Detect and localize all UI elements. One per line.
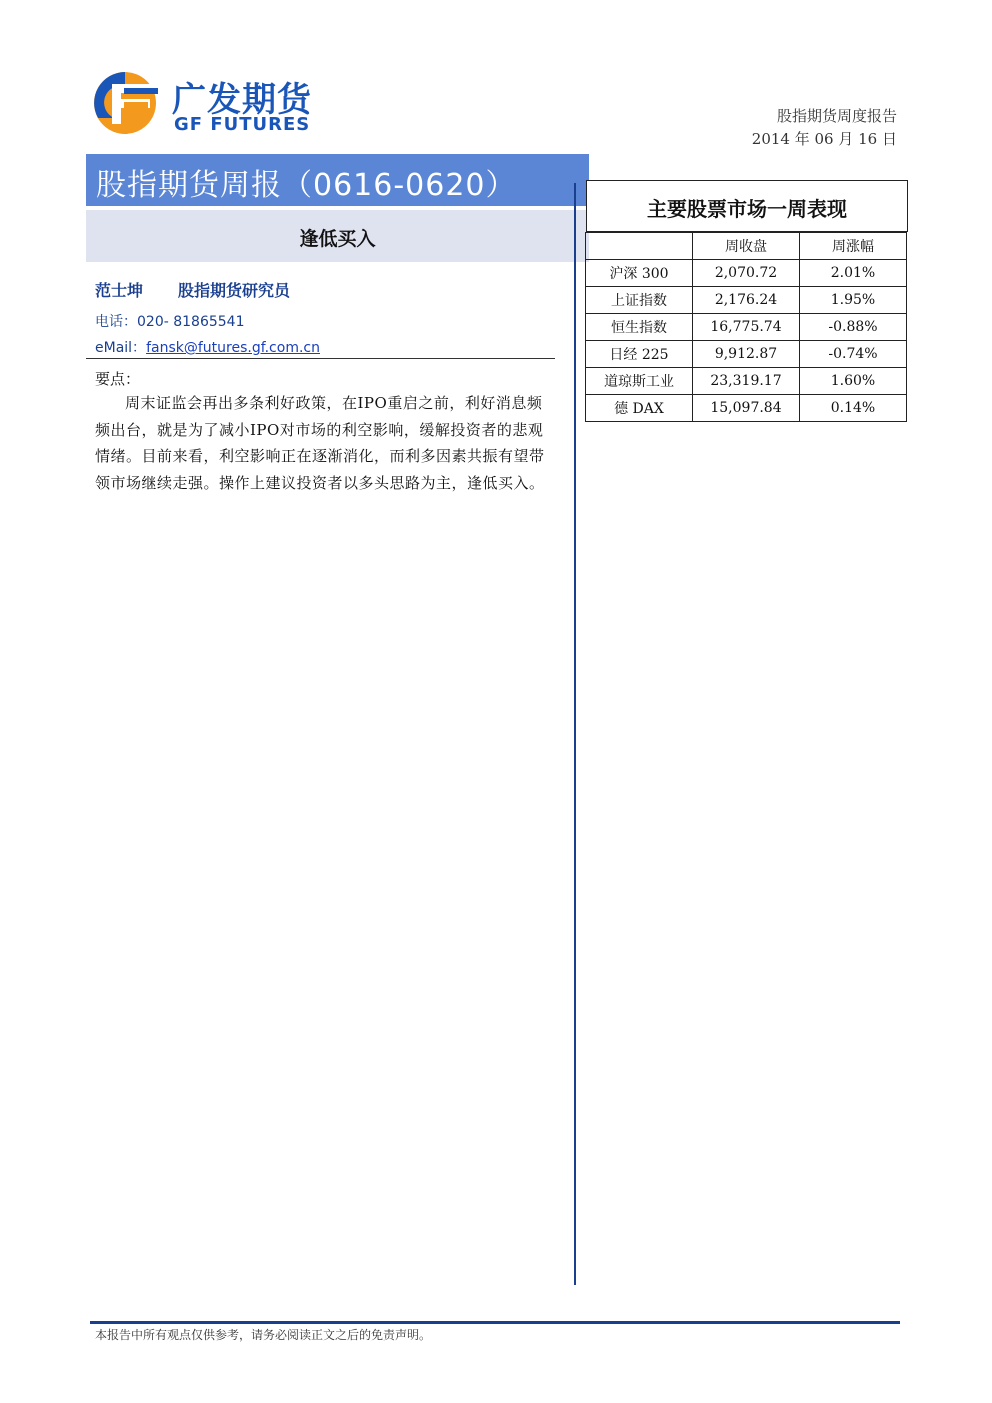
subtitle-banner bbox=[86, 210, 589, 262]
index-name: 日经 225 bbox=[586, 341, 693, 368]
analyst-phone bbox=[95, 311, 244, 331]
index-name: 上证指数 bbox=[586, 287, 693, 314]
market-performance-table bbox=[585, 232, 907, 422]
weekly-close: 23,319.17 bbox=[693, 368, 800, 395]
gf-logo-mark-icon bbox=[92, 70, 162, 136]
analyst-title: 股指期货研究员 bbox=[178, 281, 291, 300]
footer-divider bbox=[90, 1321, 900, 1324]
analyst-email bbox=[95, 337, 320, 357]
table-row bbox=[586, 368, 907, 395]
key-points-heading: 要点： bbox=[95, 370, 141, 388]
report-type: 股指期货周度报告 bbox=[776, 107, 897, 125]
divider bbox=[86, 358, 555, 359]
company-logo bbox=[92, 70, 352, 140]
weekly-change: 0.14% bbox=[800, 395, 907, 422]
title-banner bbox=[86, 154, 589, 206]
report-subtitle: 逢低买入 bbox=[299, 228, 376, 250]
table-row bbox=[586, 287, 907, 314]
weekly-close: 2,070.72 bbox=[693, 260, 800, 287]
logo-chinese-name: 广发期货 bbox=[172, 80, 312, 120]
analyst-name: 范士坤 bbox=[95, 281, 144, 300]
report-title: 股指期货周报（0616-0620） bbox=[96, 168, 517, 203]
table-header-cell bbox=[586, 233, 693, 260]
weekly-change: 2.01% bbox=[800, 260, 907, 287]
weekly-change: 1.60% bbox=[800, 368, 907, 395]
index-name: 沪深 300 bbox=[586, 260, 693, 287]
email-link[interactable]: fansk@futures.gf.com.cn bbox=[146, 340, 320, 356]
weekly-change: 1.95% bbox=[800, 287, 907, 314]
weekly-change: -0.74% bbox=[800, 341, 907, 368]
table-header-row bbox=[586, 233, 907, 260]
key-points-body: 周末证监会再出多条利好政策，在IPO重启之前，利好消息频频出台，就是为了减小IPO对市场的利空影响，缓解投资者的悲观情绪。目前来看，利空影响正在逐渐消化，而利多因素共振有望带领市场继续走强。操作上建议投资者以多头思路为主，逢低买入。 bbox=[95, 394, 545, 492]
weekly-close: 9,912.87 bbox=[693, 341, 800, 368]
report-date: 2014 年 06 月 16 日 bbox=[751, 130, 897, 148]
phone-label: 电话： bbox=[95, 314, 137, 330]
table-header-cell: 周涨幅 bbox=[800, 233, 907, 260]
table-row bbox=[586, 341, 907, 368]
column-divider bbox=[574, 183, 576, 1285]
index-name: 德 DAX bbox=[586, 395, 693, 422]
table-header-cell: 周收盘 bbox=[693, 233, 800, 260]
phone-number: 020- 81865541 bbox=[137, 314, 245, 330]
index-name: 恒生指数 bbox=[586, 314, 693, 341]
weekly-change: -0.88% bbox=[800, 314, 907, 341]
footer-disclaimer: 本报告中所有观点仅供参考，请务必阅读正文之后的免责声明。 bbox=[95, 1328, 432, 1342]
weekly-close: 16,775.74 bbox=[693, 314, 800, 341]
table-row bbox=[586, 314, 907, 341]
weekly-close: 15,097.84 bbox=[693, 395, 800, 422]
table-row bbox=[586, 395, 907, 422]
weekly-close: 2,176.24 bbox=[693, 287, 800, 314]
index-name: 道琼斯工业 bbox=[586, 368, 693, 395]
email-label: eMail： bbox=[95, 340, 147, 356]
market-table-title: 主要股票市场一周表现 bbox=[647, 197, 847, 221]
logo-english-name: GF FUTURES bbox=[174, 114, 311, 135]
market-table-title-box bbox=[586, 180, 908, 232]
table-row bbox=[586, 260, 907, 287]
